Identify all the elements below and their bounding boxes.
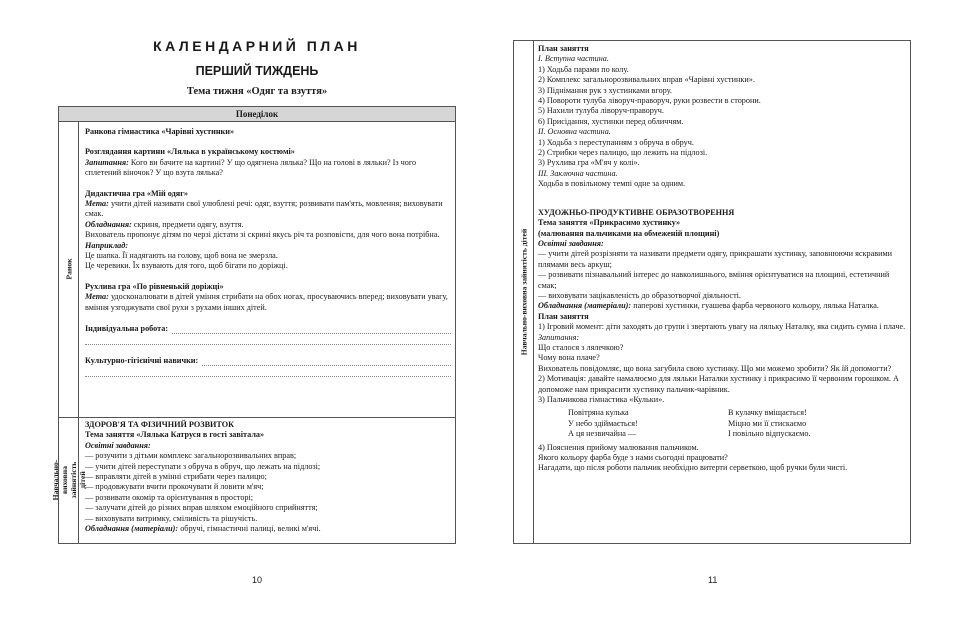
art-materials: Обладнання (матеріали): паперові хустинки, гуашева фарба червоного кольору, лялька Наталка.: [538, 301, 879, 311]
hygiene-line-2: [85, 366, 451, 377]
art-step-1: 1) Ігровий момент: діти заходять до групи і звертають увагу на ляльку Наталку, яка сидить сумна і плаче.: [538, 322, 906, 332]
part-2-item: 2) Стрибки через палицю, що лежить на підлозі.: [538, 148, 708, 158]
part-1-item: 4) Повороти тулуба ліворуч-праворуч, руки розвести в сторони.: [538, 96, 761, 106]
lesson-materials: Обладнання (матеріали): обручі, гімнастичні палиці, великі м'ячі.: [85, 524, 321, 534]
part-2-item: 3) Рухлива гра «М'яч у колі».: [538, 158, 640, 168]
gym-title: Ранкова гімнастика «Чарівні хустинки»: [85, 127, 235, 136]
part-3-title: III. Заключна частина.: [538, 168, 618, 178]
lesson-side-column: [50, 417, 87, 543]
individual-work-label: Індивідуальна робота:: [85, 323, 169, 333]
didactic-game-description: Вихователь пропонує дітям по черзі дістати зі скрині якусь річ та розповісти, для чого вона потрібна.: [85, 230, 440, 240]
art-task: — учити дітей розрізняти та називати предмети одягу, прикрашати хустинку, заповнюючи яскравими плямами весь аркуш;: [538, 249, 893, 269]
hygiene-line: [202, 355, 451, 366]
plan-content: [538, 44, 906, 474]
week-theme: Тема тижня «Одяг та взуття»: [186, 86, 328, 97]
example-2: Це черевики. Їх взувають для того, щоб бігати по доріжці.: [85, 261, 288, 271]
poem-line: Повітряна кулька В кулачку вміщається!: [568, 408, 807, 418]
part-2-title: II. Основна частина.: [538, 127, 611, 137]
part-1-item: 5) Нахили тулуба ліворуч-праворуч.: [538, 106, 664, 116]
art-task: — розвивати пізнавальний інтерес до навколишнього, вміння орієнтуватися на площині, естетичний смак;: [538, 270, 890, 290]
poem-line: А ця незвичайна — І повільно відпускаємо.: [568, 429, 811, 439]
right-side-label: Навчально-виховна зайнятість дітей: [519, 228, 528, 356]
art-question: Що сталося з лялечкою?: [538, 342, 624, 352]
day-header: Понеділок: [59, 107, 455, 122]
lesson-task: — розвивати окомір та орієнтування в просторі;: [85, 492, 254, 502]
art-step-3: 3) Пальчикова гімнастика «Кульки».: [538, 395, 665, 404]
lesson-topic: Тема заняття «Лялька Катруся в гості завітала»: [85, 430, 265, 440]
lesson-section: ЗДОРОВ'Я ТА ФІЗИЧНИЙ РОЗВИТОК: [85, 420, 235, 429]
morning-side-column: [59, 121, 79, 417]
poem-line: У небо здіймається! Міцно ми її стискаємо: [568, 418, 807, 428]
individual-work-line: [172, 323, 451, 334]
hygiene-label: Культурно-гігієнічні навички:: [85, 355, 199, 365]
example-1: Це шапка. Її надягають на голову, щоб вона не змерзла.: [85, 251, 278, 261]
art-plan-title: План заняття: [538, 311, 589, 321]
didactic-game-equipment: Обладнання: скриня, предмети одягу, взуття.: [85, 219, 244, 229]
page-number-left: 10: [252, 575, 263, 585]
art-subtopic: (малювання пальчиками на обмеженій площині): [538, 228, 720, 238]
art-teacher-text: Вихователь повідомляє, що вона загубила свою хустинку. Що ми можемо зробити? Як їй допомогти?: [538, 363, 892, 373]
lesson-tasks-label: Освітні завдання:: [85, 440, 151, 450]
lesson-task: — вправляти дітей в умінні стрибати через палицю;: [85, 472, 267, 482]
part-1-item: 2) Комплекс загальнорозвивальних вправ «Чарівні хустинки».: [538, 75, 755, 85]
art-section: ХУДОЖНЬО-ПРОДУКТИВНЕ ОБРАЗОТВОРЕННЯ: [538, 207, 735, 217]
lesson-task: — розучити з дітьми комплекс загальнорозвивальних вправ;: [85, 451, 297, 461]
page-number-right: 11: [708, 575, 718, 585]
didactic-game-title: Дидактична гра «Мій одяг»: [85, 188, 189, 198]
lesson-content: [85, 420, 451, 534]
art-question: Чому вона плаче?: [538, 353, 600, 363]
week-title: ПЕРШИЙ ТИЖДЕНЬ: [195, 64, 319, 78]
lesson-task: — виховувати витримку, сміливість та рішучість.: [85, 513, 258, 523]
example-label: Наприклад:: [85, 240, 129, 250]
picture-questions: Запитання: Кого ви бачите на картині? У що одягнена лялька? Що на голові в ляльки? Із чого сплетений віночок? У що взута лялька?: [85, 157, 417, 178]
art-task: — виховувати зацікавленість до образотворчої діяльності.: [538, 290, 741, 300]
hygiene-row: [85, 355, 451, 366]
movement-game-title: Рухлива гра «По рівненькій доріжці»: [85, 281, 224, 291]
art-step-4-question: Якого кольору фарба буде з нами сьогодні працювати?: [538, 453, 728, 463]
right-page: [485, 0, 970, 624]
morning-content: [85, 127, 451, 377]
left-plan-table: [50, 106, 456, 544]
lesson-task: — залучати дітей до різних вправ шляхом емоційного сприйняття;: [85, 503, 318, 513]
calendar-plan-title: КАЛЕНДАРНИЙ ПЛАН: [153, 38, 361, 54]
plan-title: План заняття: [538, 44, 589, 53]
part-1-item: 3) Піднімання рук з хустинками вгору.: [538, 85, 672, 95]
part-1-title: I. Вступна частина.: [538, 54, 609, 64]
art-step-2: 2) Мотивація: давайте намалюємо для ляльки Наталки хустинку і прикрасимо її червоним горошком. А допоможе нам прикрасити хустинку пальчик-чарівник.: [538, 374, 899, 394]
lesson-task: — учити дітей переступати з обруча в обруч, що лежать на підлозі;: [85, 461, 321, 471]
individual-work-row: [85, 323, 451, 334]
didactic-game-goal: Мета: учити дітей називати свої улюблені речі: одяг, взуття; розвивати пам'ять, мовлення; виховувати смак.: [85, 199, 443, 219]
art-questions-label: Запитання:: [538, 332, 580, 342]
right-side-column: [514, 41, 534, 543]
lesson-task: — продовжувати вчити прокочувати й ловити м'яч;: [85, 482, 264, 492]
individual-work-line-2: [85, 334, 451, 345]
part-1-item: 6) Присідання, хустинки перед обличчям.: [538, 116, 684, 126]
right-plan-table: [513, 40, 911, 544]
lesson-side-label: Навчально-виховна зайнятість дітей: [50, 459, 87, 501]
part-2-item: 1) Ходьба з переступанням з обруча в обруч.: [538, 137, 694, 147]
picture-title: Розглядання картини «Лялька в українському костюмі»: [85, 147, 295, 157]
art-topic: Тема заняття «Прикрасимо хустинку»: [538, 218, 681, 228]
art-tasks-label: Освітні завдання:: [538, 238, 604, 248]
part-1-item: 1) Ходьба парами по колу.: [538, 64, 629, 74]
movement-game-goal: Мета: удосконалювати в дітей уміння стрибати на обох ногах, просуваючись вперед; виховувати увагу, вміння узгоджувати свої рухи з рухами інших дітей.: [85, 292, 448, 312]
row-separator: [59, 417, 455, 418]
art-step-4-text: Нагадати, що після роботи пальчик необхідно витерти серветкою, щоб ручки були чисті.: [538, 463, 848, 473]
art-step-4: 4) Пояснення прийому малювання пальчиком.: [538, 442, 699, 452]
morning-side-label: Ранок: [64, 258, 73, 280]
part-3-item: Ходьба в повільному темпі одне за одним.: [538, 179, 686, 189]
